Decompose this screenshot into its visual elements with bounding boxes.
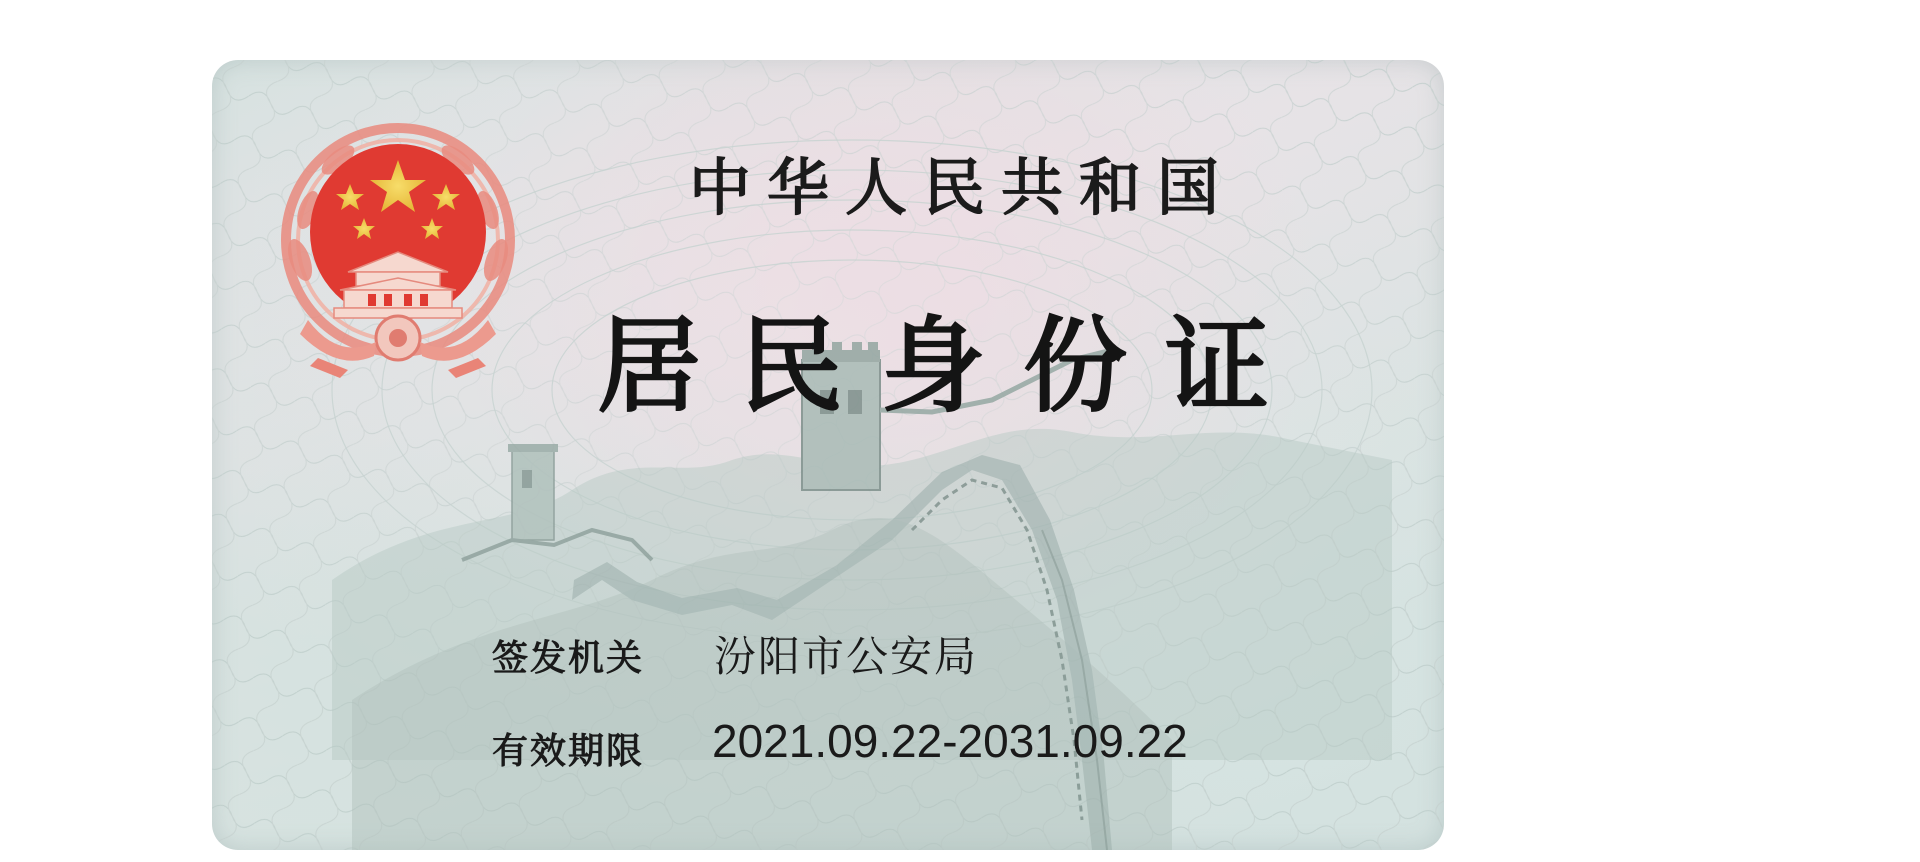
validity-period-value: 2021.09.22-2031.09.22	[712, 715, 1188, 767]
issuing-authority-label: 签发机关	[492, 638, 645, 679]
country-title: 中华人民共和国	[688, 151, 1235, 224]
id-card-back	[212, 60, 1444, 850]
issuing-authority-value: 汾阳市公安局	[714, 633, 979, 680]
validity-period-label: 有效期限	[492, 731, 645, 772]
document-title: 居民身份证	[596, 304, 1307, 427]
national-emblem-icon	[278, 120, 518, 380]
